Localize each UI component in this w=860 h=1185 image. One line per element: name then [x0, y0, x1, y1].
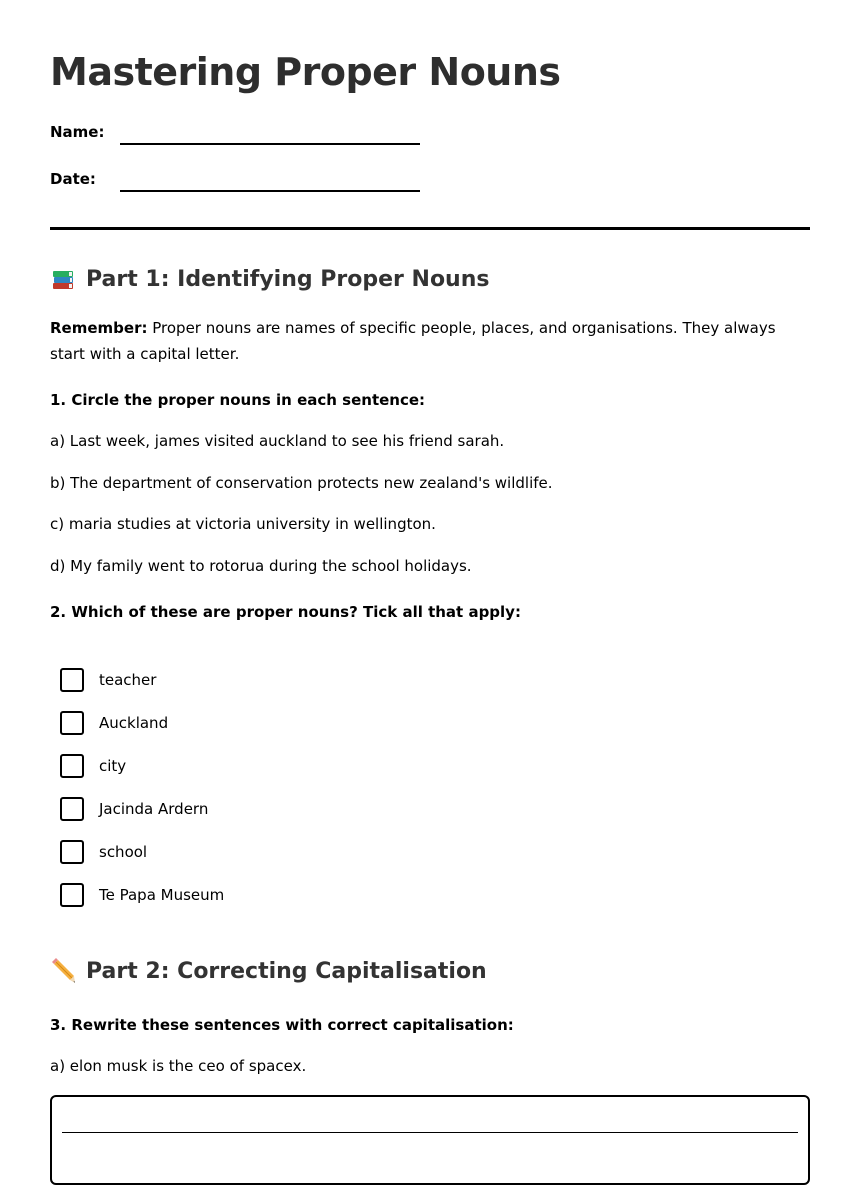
name-write-line[interactable] — [120, 143, 420, 145]
option-label: city — [99, 757, 127, 775]
date-field — [50, 164, 420, 194]
date-write-line[interactable] — [120, 190, 420, 192]
checkbox[interactable] — [60, 754, 84, 778]
sentence-c: c) maria studies at victoria university in wellington. — [50, 515, 436, 533]
option-label: Auckland — [99, 714, 169, 732]
part2-heading-text: Part 2: Correcting Capitalisation — [86, 958, 487, 984]
question-1: 1. Circle the proper nouns in each sentence: — [50, 391, 426, 409]
pencil-icon — [50, 958, 76, 984]
date-label: Date: — [50, 170, 96, 188]
option-label: school — [99, 843, 148, 861]
checkbox[interactable] — [60, 840, 84, 864]
sentence-a: a) Last week, james visited auckland to see his friend sarah. — [50, 432, 505, 450]
option-label: Te Papa Museum — [99, 886, 225, 904]
option-label: teacher — [99, 671, 157, 689]
name-label: Name: — [50, 123, 105, 141]
question-2: 2. Which of these are proper nouns? Tick all that apply: — [50, 603, 521, 621]
checkbox[interactable] — [60, 883, 84, 907]
option-city[interactable] — [60, 753, 126, 779]
worksheet-title: Mastering Proper Nouns — [50, 50, 561, 94]
option-auckland[interactable] — [60, 710, 168, 736]
header-divider — [50, 227, 810, 230]
rewrite-sentence-a: a) elon musk is the ceo of spacex. — [50, 1057, 307, 1075]
option-teacher[interactable] — [60, 667, 156, 693]
name-field — [50, 117, 420, 147]
part2-heading — [50, 958, 487, 984]
part1-heading — [50, 266, 489, 292]
sentence-d: d) My family went to rotorua during the school holidays. — [50, 557, 472, 575]
remember-note — [50, 315, 810, 367]
checkbox[interactable] — [60, 711, 84, 735]
answer-box[interactable] — [50, 1095, 810, 1185]
part1-heading-text: Part 1: Identifying Proper Nouns — [86, 266, 490, 292]
sentence-b: b) The department of conservation protects new zealand's wildlife. — [50, 474, 553, 492]
remember-label: Remember: — [50, 319, 148, 337]
option-te-papa-museum[interactable] — [60, 882, 224, 908]
books-icon — [50, 266, 76, 292]
option-jacinda-ardern[interactable] — [60, 796, 208, 822]
remember-text: Proper nouns are names of specific people, places, and organisations. They always start with a capital letter. — [50, 319, 776, 363]
answer-line — [62, 1132, 798, 1133]
option-label: Jacinda Ardern — [99, 800, 209, 818]
question-3: 3. Rewrite these sentences with correct capitalisation: — [50, 1016, 514, 1034]
option-school[interactable] — [60, 839, 147, 865]
checkbox[interactable] — [60, 797, 84, 821]
checkbox[interactable] — [60, 668, 84, 692]
